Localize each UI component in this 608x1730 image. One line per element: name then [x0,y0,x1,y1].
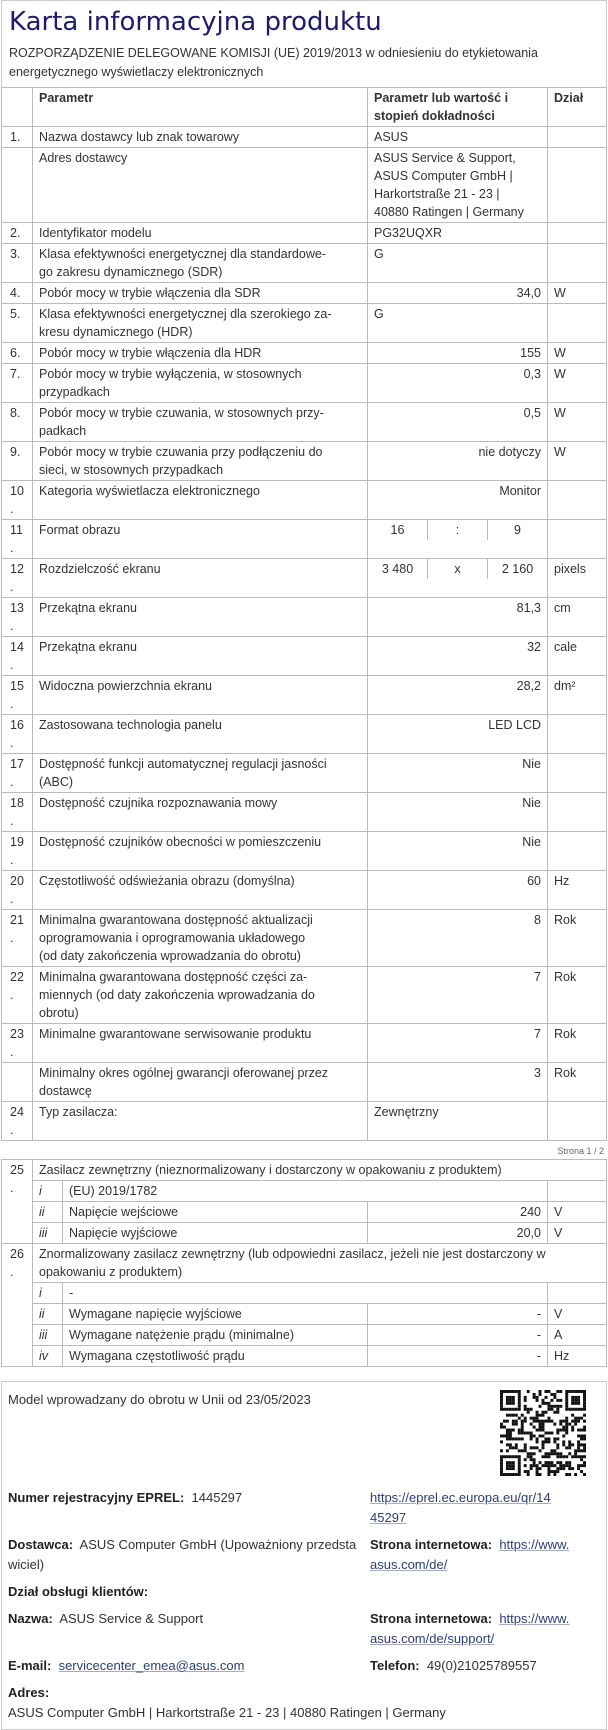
table-row [2,871,607,910]
parameter-value: 240 [368,1202,548,1223]
market-date: Model wprowadzany do obrotu w Unii od 23/05/2023 [8,1392,311,1407]
value-part: x [427,559,487,579]
name-label: Nazwa: [8,1611,53,1626]
unit: W [548,442,607,481]
table-row [2,1102,607,1141]
parameter-name: Minimalne gwarantowane serwisowanie produktu [33,1024,368,1063]
unit [548,481,607,520]
row-number: 23. [2,1024,33,1063]
unit [548,520,607,559]
sub-index: iv [33,1346,63,1367]
parameter-value: 0,3 [368,364,548,403]
table-row [2,832,607,871]
unit: V [548,1202,607,1223]
name-value: ASUS Service & Support [59,1611,204,1626]
table-row [2,637,607,676]
parameter-name: (EU) 2019/1782 [63,1181,548,1202]
parameter-name: Minimalna gwarantowana dostępność aktualizacji oprogramowania i oprogramowania układowego (od daty zakończenia wprowadzania do obrotu) [33,910,368,967]
unit [548,1102,607,1141]
row-number: 11. [2,520,33,559]
parameter-value: - [368,1325,548,1346]
unit: W [548,364,607,403]
section-header [2,1244,607,1283]
row-number: 9. [2,442,33,481]
unit: W [548,283,607,304]
parameter-value: Nie [368,832,548,871]
parameter-value: ASUS Service & Support, ASUS Computer GmbH | Harkortstraße 21 - 23 | 40880 Ratingen | Germany [368,148,548,223]
row-number: 7. [2,364,33,403]
unit: Rok [548,910,607,967]
parameter-value: 34,0 [368,283,548,304]
section-number: 25. [2,1160,33,1244]
table-row [2,967,607,1024]
eprel-label: Numer rejestracyjny EPREL: [8,1490,185,1505]
parameter-name: Nazwa dostawcy lub znak towarowy [33,127,368,148]
section-number: 26. [2,1244,33,1367]
parameter-value: Nie [368,754,548,793]
parameter-value: G [368,244,548,283]
parameter-value: 7 [368,1024,548,1063]
unit: cm [548,598,607,637]
sub-index: iii [33,1325,63,1346]
value-part: 2 160 [487,559,547,579]
unit: Hz [548,1346,607,1367]
parameter-name: Pobór mocy w trybie czuwania, w stosownych przy- padkach [33,403,368,442]
row-number: 12. [2,559,33,598]
parameter-value [368,520,548,559]
parameter-value: LED LCD [368,715,548,754]
parameter-value: 60 [368,871,548,910]
unit: Rok [548,1063,607,1102]
website-link[interactable]: https://www. asus.com/de/ [370,1537,570,1572]
email-link[interactable]: servicecenter_emea@asus.com [58,1658,245,1673]
parameter-name: Zastosowana technologia panelu [33,715,368,754]
row-number: 5. [2,304,33,343]
parameter-value: Monitor [368,481,548,520]
page-title: Karta informacyjna produktu [9,7,382,37]
phone-label: Telefon: [370,1658,420,1673]
header-value: Parametr lub wartość i stopień dokładności [368,88,548,127]
unit [548,1283,607,1304]
table-row [2,1325,607,1346]
parameter-name: Rozdzielczość ekranu [33,559,368,598]
parameter-value: 3 [368,1063,548,1102]
table-row [2,127,607,148]
parameter-name: Klasa efektywności energetycznej dla standardowe- go zakresu dynamicznego (SDR) [33,244,368,283]
parameter-name: Wymagane napięcie wyjściowe [63,1304,368,1325]
table-row [2,442,607,481]
parameter-value: 32 [368,637,548,676]
unit: A [548,1325,607,1346]
parameter-value: 0,5 [368,403,548,442]
table-row [2,559,607,598]
table-row [2,598,607,637]
table-row [2,244,607,283]
table-row [2,676,607,715]
sub-index: i [33,1283,63,1304]
row-number: 3. [2,244,33,283]
table-row [2,364,607,403]
header-parameter: Parametr [33,88,368,127]
parameter-value: nie dotyczy [368,442,548,481]
parameter-value: - [368,1304,548,1325]
website-label: Strona internetowa: [370,1537,493,1552]
address-value: ASUS Computer GmbH | Harkortstraße 21 - 23 | 40880 Ratingen | Germany [8,1705,446,1720]
row-number: 19. [2,832,33,871]
parameter-name: Dostępność czujników obecności w pomieszczeniu [33,832,368,871]
parameter-name: Typ zasilacza: [33,1102,368,1141]
section-title: Znormalizowany zasilacz zewnętrzny (lub odpowiedni zasilacz, jeżeli nie jest dostarczony w opakowaniu z produktem) [33,1244,607,1283]
unit: W [548,403,607,442]
unit [548,148,607,223]
parameter-value: ASUS [368,127,548,148]
unit: W [548,343,607,364]
row-number: 8. [2,403,33,442]
row-number: 4. [2,283,33,304]
parameter-name: Format obrazu [33,520,368,559]
parameter-name: Klasa efektywności energetycznej dla szerokiego za- kresu dynamicznego (HDR) [33,304,368,343]
unit [548,1181,607,1202]
parameter-name: Częstotliwość odświeżania obrazu (domyślna) [33,871,368,910]
table-row [2,148,607,223]
sub-index: ii [33,1304,63,1325]
parameter-value: 7 [368,967,548,1024]
row-number: 21. [2,910,33,967]
support-link[interactable]: https://www. asus.com/de/support/ [370,1611,570,1646]
table-row [2,520,607,559]
unit: Rok [548,1024,607,1063]
parameter-name: Pobór mocy w trybie wyłączenia, w stosownych przypadkach [33,364,368,403]
row-number: 18. [2,793,33,832]
parameter-value: 81,3 [368,598,548,637]
sub-index: i [33,1181,63,1202]
row-number: 24. [2,1102,33,1141]
parameter-value: 28,2 [368,676,548,715]
unit: pixels [548,559,607,598]
eprel-link[interactable]: https://eprel.ec.europa.eu/qr/14 45297 [370,1490,551,1525]
table-header [2,88,607,127]
address-label: Adres: [8,1685,50,1700]
value-part: 9 [487,520,547,540]
row-number: 2. [2,223,33,244]
unit: Rok [548,967,607,1024]
unit [548,793,607,832]
parameter-value: Nie [368,793,548,832]
sub-index: iii [33,1223,63,1244]
parameter-name: Kategoria wyświetlacza elektronicznego [33,481,368,520]
unit: V [548,1223,607,1244]
phone-value: 49(0)21025789557 [426,1658,537,1673]
unit [548,223,607,244]
table-row [2,910,607,967]
table-row [2,1304,607,1325]
table-row [2,793,607,832]
parameter-name: Napięcie wejściowe [63,1202,368,1223]
unit [548,832,607,871]
footer-info [1,1381,607,1730]
qr-code-icon[interactable] [500,1390,586,1476]
parameter-value: 20,0 [368,1223,548,1244]
section-header [2,1160,607,1181]
section-title: Zasilacz zewnętrzny (nieznormalizowany i dostarczony w opakowaniu z produktem) [33,1160,607,1181]
supplier-value: ASUS Computer GmbH (Upoważniony przedsta wiciel) [8,1537,357,1572]
parameter-name: - [63,1283,548,1304]
regulation-subtitle: ROZPORZĄDZENIE DELEGOWANE KOMISJI (UE) 2019/2013 w odniesieniu do etykietowania energetycznego wyświetlaczy elektronicznych [9,46,538,79]
row-number [2,1063,33,1102]
supplier-label: Dostawca: [8,1537,74,1552]
table-row [2,1202,607,1223]
parameter-name: Identyfikator modelu [33,223,368,244]
row-number [2,148,33,223]
table-row [2,1181,607,1202]
table-row [2,481,607,520]
unit [548,127,607,148]
parameter-name: Dostępność funkcji automatycznej regulacji jasności (ABC) [33,754,368,793]
unit: cale [548,637,607,676]
unit [548,715,607,754]
unit: Hz [548,871,607,910]
parameter-value: Zewnętrzny [368,1102,548,1141]
unit: V [548,1304,607,1325]
parameter-value: 8 [368,910,548,967]
parameter-name: Wymagane natężenie prądu (minimalne) [63,1325,368,1346]
unit: dm² [548,676,607,715]
row-number: 13. [2,598,33,637]
header-unit: Dział [548,88,607,127]
value-part: 3 480 [381,562,414,576]
table-row [2,1063,607,1102]
parameter-name: Pobór mocy w trybie włączenia dla SDR [33,283,368,304]
parameter-value: - [368,1346,548,1367]
row-number: 22. [2,967,33,1024]
eprel-value: 1445297 [191,1490,243,1505]
row-number: 1. [2,127,33,148]
table-row [2,1283,607,1304]
unit [548,304,607,343]
table-row [2,304,607,343]
row-number: 16. [2,715,33,754]
table-row [2,343,607,364]
parameter-value: PG32UQXR [368,223,548,244]
sub-index: ii [33,1202,63,1223]
parameter-value: 155 [368,343,548,364]
parameter-name: Pobór mocy w trybie włączenia dla HDR [33,343,368,364]
header-num [2,88,33,127]
value-part: 16 [390,523,405,537]
parameter-name: Adres dostawcy [33,148,368,223]
parameters-table [1,87,607,1141]
row-number: 10. [2,481,33,520]
parameter-name: Widoczna powierzchnia ekranu [33,676,368,715]
power-supply-table [1,1159,607,1367]
parameter-value [368,559,548,598]
row-number: 15. [2,676,33,715]
table-row [2,403,607,442]
row-number: 6. [2,343,33,364]
table-row [2,1223,607,1244]
table-row [2,1346,607,1367]
unit [548,244,607,283]
parameter-name: Pobór mocy w trybie czuwania przy podłączeniu do sieci, w stosownych przypadkach [33,442,368,481]
parameter-name: Dostępność czujnika rozpoznawania mowy [33,793,368,832]
parameter-value: G [368,304,548,343]
parameter-name: Przekątna ekranu [33,637,368,676]
unit [548,754,607,793]
row-number: 17. [2,754,33,793]
parameter-name: Minimalna gwarantowana dostępność części za- miennych (od daty zakończenia wprowadzania do obrotu) [33,967,368,1024]
parameter-name: Przekątna ekranu [33,598,368,637]
support-label: Strona internetowa: [370,1611,493,1626]
table-row [2,754,607,793]
parameter-name: Minimalny okres ogólnej gwarancji oferowanej przez dostawcę [33,1063,368,1102]
table-row [2,1024,607,1063]
page-number: Strona 1 / 2 [557,1146,604,1156]
table-row [2,223,607,244]
email-label: E-mail: [8,1658,52,1673]
header-frame [1,0,607,87]
value-part: : [427,520,487,540]
service-heading: Dział obsługi klientów: [8,1584,149,1599]
parameter-name: Wymagana częstotliwość prądu [63,1346,368,1367]
table-row [2,715,607,754]
parameter-name: Napięcie wyjściowe [63,1223,368,1244]
row-number: 20. [2,871,33,910]
row-number: 14. [2,637,33,676]
table-row [2,283,607,304]
